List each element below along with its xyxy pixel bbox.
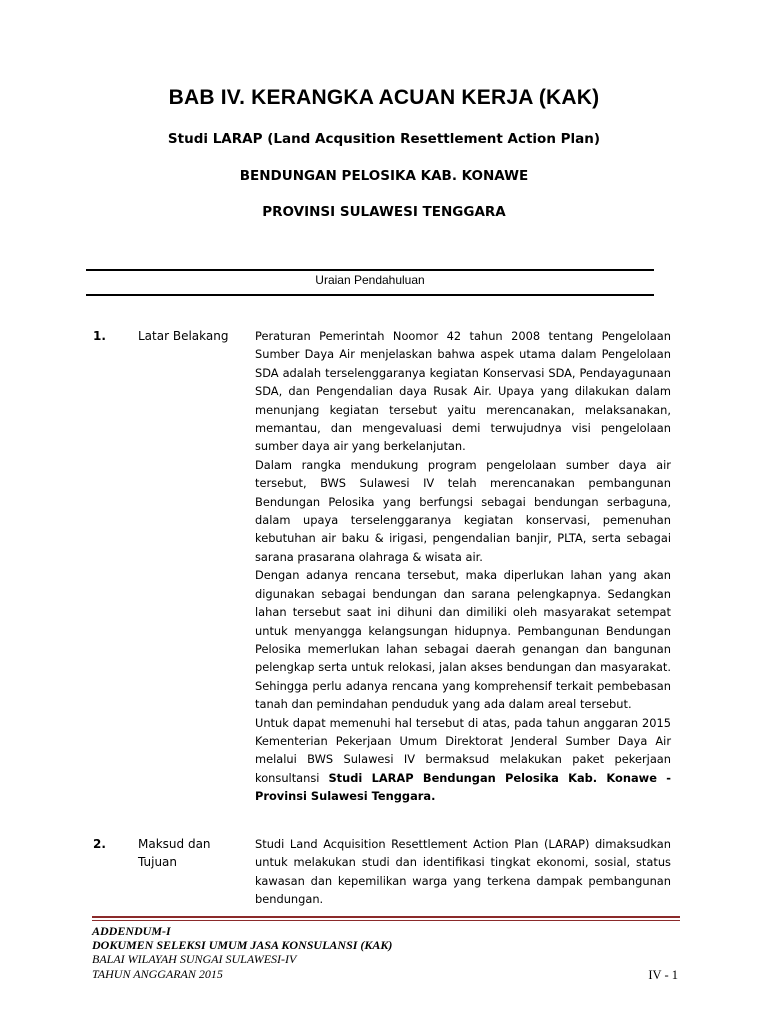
table-top-rule [86,269,654,271]
footer-addendum: ADDENDUM-I [92,924,171,938]
footer [92,924,680,981]
paragraph: Peraturan Pemerintah Noomor 42 tahun 2008 tentang Pengelolaan Sumber Daya Air menjelaskan bahwa aspek utama dalam Pengelolaan SDA adalah terselenggaranya kegiatan Konservasi SDA, Pendayagunaan SDA, dan Pengendalian daya Rusak Air. Upaya yang dilakukan dalam menunjang kegiatan tersebut yaitu merencanakan, melaksanakan, memantau, dan mengevaluasi demi terwujudnya visi pengelolaan sumber daya air yang berkelanjutan. [255,329,671,454]
paragraph [255,714,671,806]
dam-subtitle: BENDUNGAN PELOSIKA KAB. KONAWE [239,168,529,184]
section-body [255,835,671,909]
paragraph: Dalam rangka mendukung program pengelolaan sumber daya air tersebut, BWS Sulawesi IV telah merencanakan pembangunan Bendungan Pelosika yang berfungsi sebagai bendungan serbaguna, dalam upaya terselenggaranya kegiatan konservasi, pemenuhan kebutuhan air baku & irigasi, pengendalian banjir, PLTA, serta sebagai sarana prasarana olahraga & wisata air. [255,457,671,564]
study-subtitle: Studi LARAP (Land Acqusition Resettlement Action Plan) [167,131,601,147]
paragraph: Studi Land Acquisition Resettlement Action Plan (LARAP) dimaksudkan untuk melakukan studi dan identifikasi tingkat ekonomi, sosial, status kawasan dan kepemilikan warga yang terkena dampak pembangunan bendungan. [255,837,671,907]
project-name-bold: Studi LARAP Bendungan Pelosika Kab. Konawe - Provinsi Sulawesi Tenggara. [255,770,671,804]
section-number: 2. [93,837,106,851]
section-number: 1. [93,329,106,343]
footer-fiscal-year: TAHUN ANGGARAN 2015 [92,966,223,981]
paragraph-lead: Untuk dapat memenuhi hal tersebut di atas, pada tahun anggaran 2015 Kementerian Pekerjaan Umum Direktorat Jenderal Sumber Daya Air melalui BWS Sulawesi IV bermaksud melakukan paket pekerjaan konsultansi [255,715,671,785]
footer-rule-thin [92,920,680,921]
table-header: Uraian Pendahuluan [315,273,425,287]
section-label: Latar Belakang [138,329,229,343]
footer-document: DOKUMEN SELEKSI UMUM JASA KONSULANSI (KAK) [92,938,393,953]
table-header-rule [86,294,654,296]
footer-rule [92,916,680,918]
province-subtitle: PROVINSI SULAWESI TENGGARA [262,204,506,220]
paragraph: Dengan adanya rencana tersebut, maka diperlukan lahan yang akan digunakan sebagai bendungan dan sarana pelengkapnya. Sedangkan lahan tersebut saat ini dihuni dan dimiliki oleh masyarakat setempat untuk menyangga kelangsungan hidupnya. Pembangunan Bendungan Pelosika memerlukan lahan sebagai daerah genangan dan bangunan pelengkap serta untuk relokasi, jalan akses bendungan dan masyarakat. Sehingga perlu adanya rencana yang komprehensif terkait pembebasan tanah dan pemindahan penduduk yang ada dalam areal tersebut. [255,568,671,712]
section-body [255,327,671,806]
page-number: IV - 1 [648,968,678,982]
chapter-title: BAB IV. KERANGKA ACUAN KERJA (KAK) [168,86,600,109]
footer-agency: BALAI WILAYAH SUNGAI SULAWESI-IV [92,952,297,967]
section-label: Maksud dan Tujuan [138,837,211,870]
